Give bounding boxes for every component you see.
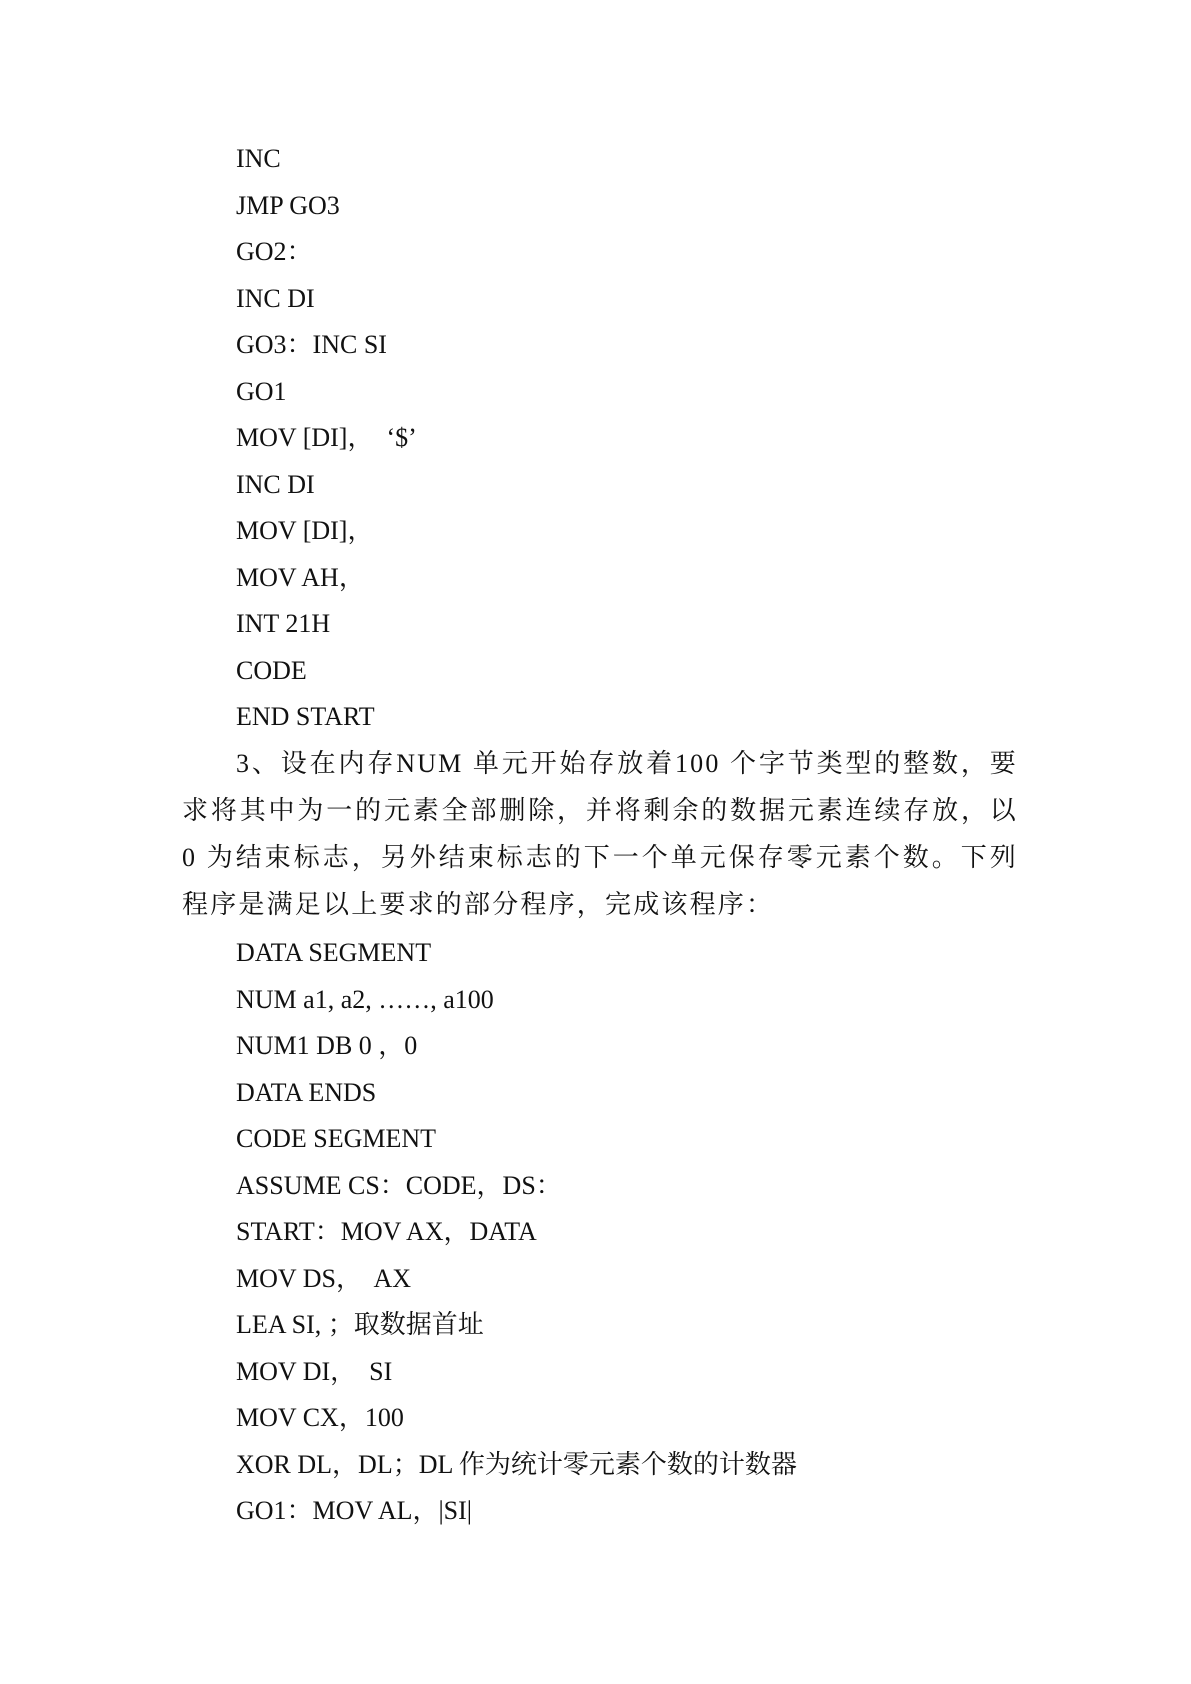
code-line: GO3：INC SI — [236, 330, 387, 359]
code-line: INC — [236, 144, 281, 173]
code-line: MOV AH， — [236, 562, 365, 592]
code-listing-continued — [236, 136, 1096, 741]
code-line: MOV [DI]， — [236, 516, 374, 545]
problem-3-statement: 3、设在内存NUM 单元开始存放着100 个字节类型的整数，要求将其中为一的元素全部删除，并将剩余的数据元素连续存放，以 0 为结束标志，另外结束标志的下一个单元保存零元素个数。下列程序是满足以上要求的部分程序，完成该程序： — [182, 749, 1018, 919]
code-line: MOV CX，100 — [236, 1403, 404, 1432]
code-line: ASSUME CS：CODE，DS： — [236, 1170, 562, 1200]
code-line: NUM a1, a2, ……, a100 — [236, 984, 494, 1014]
code-line: DATA SEGMENT — [236, 938, 432, 967]
code-line: START：MOV AX，DATA — [236, 1217, 537, 1246]
code-line: GO2： — [236, 237, 313, 266]
code-line: GO1 — [236, 376, 287, 406]
code-line: DATA ENDS — [236, 1077, 377, 1107]
code-line: INC DI — [236, 283, 315, 313]
code-listing-problem-3 — [236, 930, 1096, 1535]
code-line: XOR DL，DL；DL 作为统计零元素个数的计数器 — [236, 1449, 797, 1479]
code-line: GO1：MOV AL，|SI| — [236, 1496, 473, 1525]
code-line: JMP GO3 — [236, 190, 340, 220]
code-line: NUM1 DB 0 ，0 — [236, 1031, 418, 1060]
code-line: CODE — [236, 655, 307, 685]
code-line: INC DI — [236, 469, 315, 499]
code-line: LEA SI, ；取数据首址 — [236, 1310, 484, 1339]
code-line: MOV DI， SI — [236, 1356, 393, 1386]
code-line: MOV DS， AX — [236, 1263, 412, 1293]
code-line: CODE SEGMENT — [236, 1124, 437, 1153]
code-line: INT 21H — [236, 609, 331, 638]
code-line: MOV [DI]， ‘$’ — [236, 423, 417, 452]
code-line: END START — [236, 702, 375, 731]
